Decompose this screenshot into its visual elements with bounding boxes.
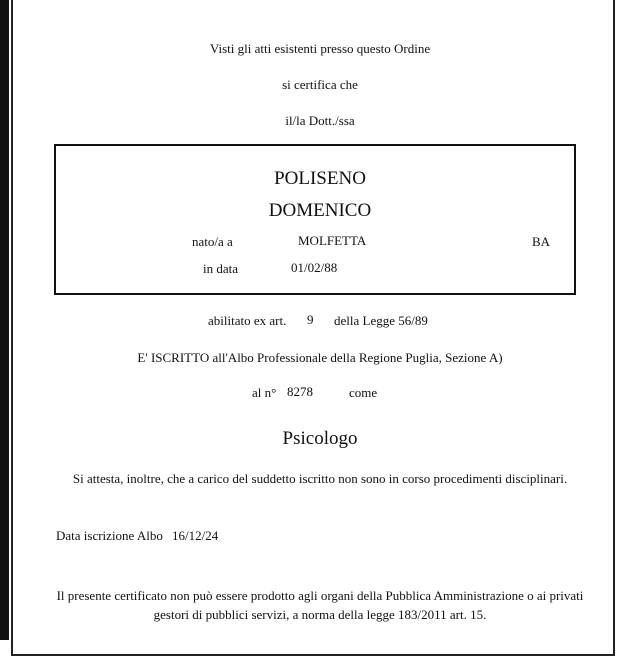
province: BA [532,234,551,249]
born-label: nato/a a [192,234,233,249]
footer-line-2: gestori di pubblici servizi, a norma della legge 183/2011 art. 15. [153,607,487,622]
birth-date: 01/02/88 [291,260,338,275]
intro-line-2: si certifica che [282,77,358,92]
number-label: al n° [252,385,277,400]
date-label: in data [203,261,239,276]
first-name: DOMENICO [268,200,372,221]
certificate-page [11,0,615,656]
footer-line-1: Il presente certificato non può essere prodotto agli organi della Pubblica Amministrazione o ai privati [56,588,584,603]
qualification-law: della Legge 56/89 [334,313,428,328]
registration-number: 8278 [287,384,313,399]
attestation: Si attesta, inoltre, che a carico del suddetto iscritto non sono in corso procedimenti disciplinari. [72,471,568,486]
as-label: come [349,385,378,400]
profession: Psicologo [282,428,358,449]
enrollment-label: Data iscrizione Albo [56,528,163,543]
birthplace: MOLFETTA [298,233,367,248]
qualification-label: abilitato ex art. [208,313,287,328]
qualification-article: 9 [307,312,314,327]
registration-text: E' ISCRITTO all'Albo Professionale della Regione Puglia, Sezione A) [137,350,503,365]
enrollment-date: 16/12/24 [172,528,219,543]
intro-line-1: Visti gli atti esistenti presso questo Ordine [209,41,431,56]
surname: POLISENO [274,168,366,189]
intro-line-3: il/la Dott./ssa [285,113,355,128]
left-edge-bar [0,0,9,640]
